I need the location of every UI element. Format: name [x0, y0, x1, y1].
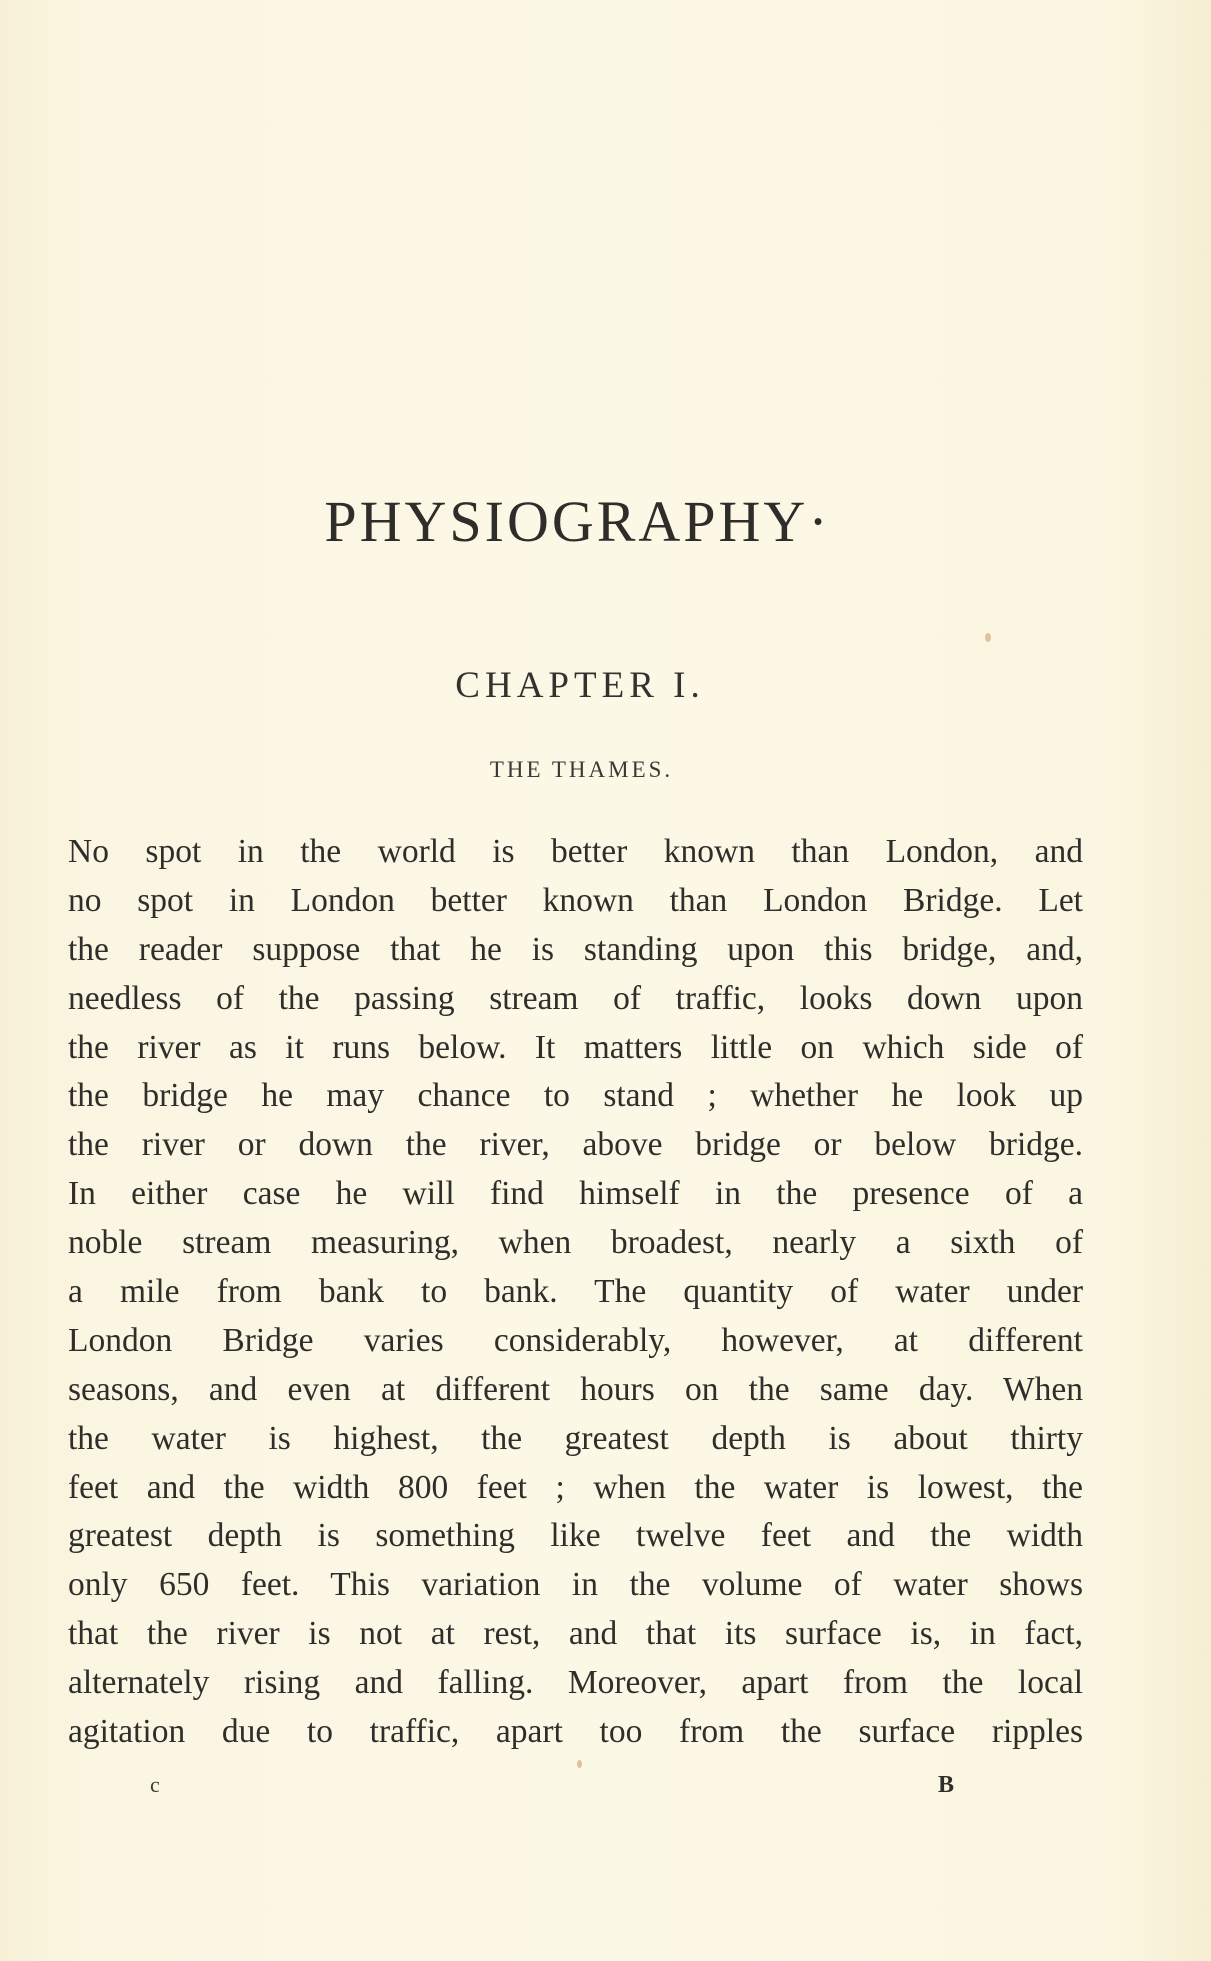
paper-speck [985, 633, 991, 642]
body-line-2: no spot in London better known than London Bridge. Let [68, 881, 1083, 919]
body-line-3: the reader suppose that he is standing upon this bridge, and, [68, 930, 1083, 968]
body-line-12: seasons, and even at different hours on the same day. When [68, 1370, 1083, 1408]
signature-letter: B [938, 1772, 955, 1798]
body-line-16: only 650 feet. This variation in the volume of water shows [68, 1566, 1083, 1604]
chapter-heading: CHAPTER I. [455, 665, 705, 706]
body-line-18: alternately rising and falling. Moreover, apart from the local [68, 1664, 1083, 1702]
body-line-1: No spot in the world is better known than London, and [68, 833, 1083, 870]
body-line-13: the water is highest, the greatest depth is about thirty [68, 1419, 1083, 1457]
signature-mark: c [150, 1772, 160, 1797]
body-line-11: London Bridge varies considerably, however, at different [68, 1321, 1083, 1359]
body-line-9: noble stream measuring, when broadest, nearly a sixth of [68, 1224, 1083, 1262]
body-line-19: agitation due to traffic, apart too from the surface ripples [68, 1713, 1083, 1751]
body-line-5: the river as it runs below. It matters little on which side of [68, 1028, 1083, 1066]
section-title: THE THAMES. [489, 757, 674, 782]
paper-speck [577, 1760, 582, 1768]
body-line-4: needless of the passing stream of traffic, looks down upon [68, 979, 1083, 1017]
body-line-10: a mile from bank to bank. The quantity of water under [68, 1273, 1083, 1311]
body-line-14: feet and the width 800 feet ; when the water is lowest, the [68, 1468, 1083, 1506]
body-line-17: that the river is not at rest, and that its surface is, in fact, [68, 1615, 1083, 1653]
body-line-15: greatest depth is something like twelve feet and the width [68, 1517, 1083, 1555]
body-line-8: In either case he will find himself in the presence of a [68, 1175, 1083, 1213]
body-line-7: the river or down the river, above bridge or below bridge. [68, 1126, 1083, 1164]
body-paragraph [68, 828, 1083, 1757]
book-title: PHYSIOGRAPHY· [324, 489, 831, 554]
body-line-6: the bridge he may chance to stand ; whether he look up [68, 1077, 1083, 1115]
